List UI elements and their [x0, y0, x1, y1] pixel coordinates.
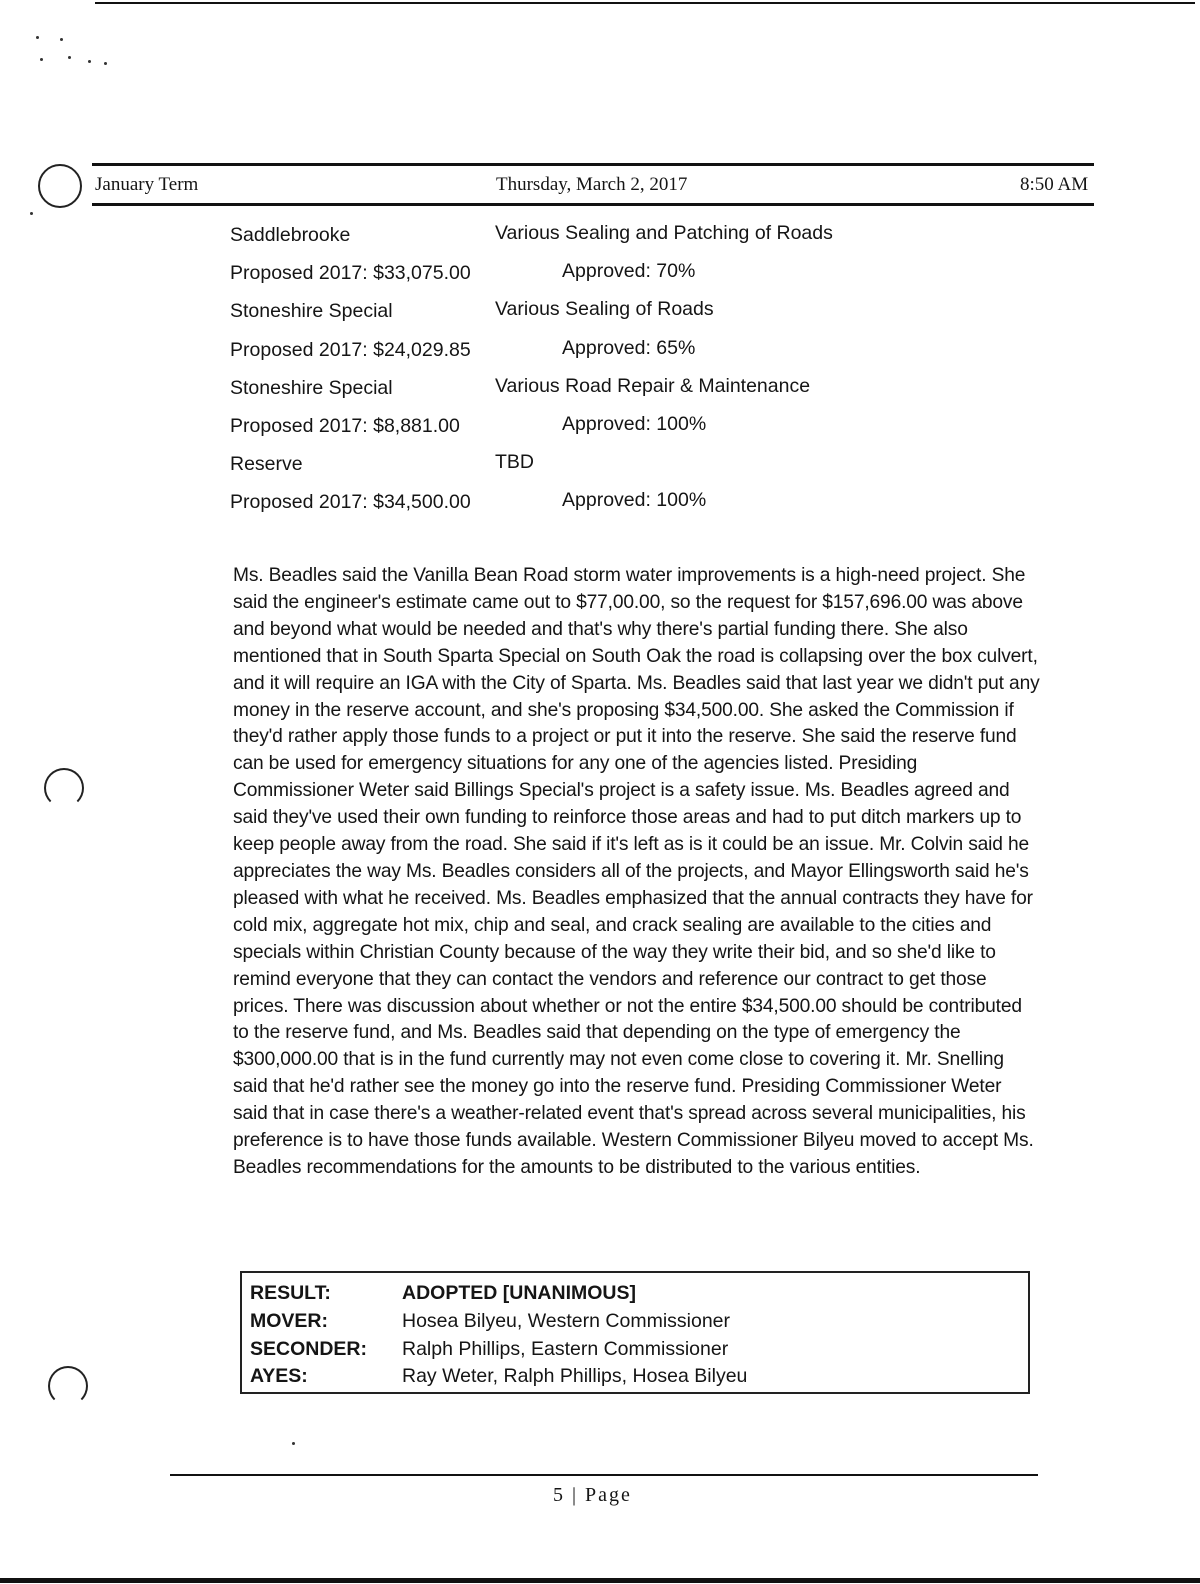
header-time: 8:50 AM	[1020, 174, 1089, 195]
punch-hole	[38, 164, 82, 208]
proposed-amount: Proposed 2017: $34,500.00	[230, 491, 471, 514]
budget-row	[230, 222, 930, 260]
footer-rule	[170, 1474, 1038, 1476]
project-description: TBD	[495, 451, 534, 474]
proposed-amount: Proposed 2017: $8,881.00	[230, 414, 460, 437]
project-description: Various Sealing of Roads	[495, 298, 714, 321]
seconder-label: SECONDER:	[250, 1338, 368, 1360]
discussion-paragraph: Ms. Beadles said the Vanilla Bean Road storm water improvements is a high-need project. She said the engineer's estimate came out to $77,00.00, so the request for $157,696.00 was above and beyond what would be needed and that's why there's partial funding there. She also mentioned that in South Sparta Special on South Oak the road is collapsing over the box culvert, and it will require an IGA with the City of Sparta. Ms. Beadles said that last year we didn't put any money in the reserve account, and she's proposing $34,500.00. She asked the Commission if they'd rather apply those funds to a project or put it into the reserve. She said the reserve fund can be used for emergency situations for any one of the agencies listed. Presiding Commissioner Weter said Billings Special's project is a safety issue. Ms. Beadles agreed and said they've used their own funding to reinforce those areas and had to put ditch markers up to keep people away from the road. She said if it's left as is it could be an issue. Mr. Colvin said he appreciates the way Ms. Beadles considers all of the projects, and Mayor Ellingsworth said he's pleased with what he received. Ms. Beadles emphasized that the annual contracts they have for cold mix, aggregate hot mix, chip and seal, and crack sealing are available to the cities and specials within Christian County because of the way they write their bid, and so she'd like to remind everyone that they can contact the vendors and reference our contract to get those prices. There was discussion about whether or not the entire $34,500.00 should be contributed to the reserve fund, and Ms. Beadles said that depending on the type of emergency the $300,000.00 that is in the fund currently may not even come close to covering it. Mr. Snelling said that he'd rather see the money go into the reserve fund. Presiding Commissioner Weter said that in case there's a weather-related event that's spread across several municipalities, his preference is to have those funds available. Western Commissioner Bilyeu moved to accept Ms. Beadles recommendations for the amounts to be distributed to the various entities.	[233, 565, 1040, 1178]
budget-row	[230, 451, 930, 489]
header-rule-bottom	[92, 203, 1094, 206]
budget-row	[230, 260, 930, 298]
budget-list	[230, 222, 930, 528]
agency-name: Reserve	[230, 453, 303, 476]
proposed-amount: Proposed 2017: $33,075.00	[230, 262, 471, 285]
approved-percent: Approved: 65%	[562, 336, 696, 359]
page-number: 5 | Page	[553, 1484, 632, 1506]
seconder-value: Ralph Phillips, Eastern Commissioner	[402, 1338, 729, 1360]
scan-speck	[68, 56, 71, 59]
budget-row	[230, 375, 930, 413]
punch-hole	[48, 1366, 88, 1406]
budget-row	[230, 298, 930, 336]
ayes-value: Ray Weter, Ralph Phillips, Hosea Bilyeu	[402, 1365, 748, 1387]
approved-percent: Approved: 100%	[562, 489, 707, 512]
header-term: January Term	[95, 174, 199, 195]
approved-percent: Approved: 100%	[562, 412, 707, 435]
project-description: Various Sealing and Patching of Roads	[495, 222, 833, 244]
scan-speck	[30, 212, 33, 215]
budget-row	[230, 337, 930, 375]
mover-value: Hosea Bilyeu, Western Commissioner	[402, 1310, 731, 1332]
punch-hole	[44, 768, 84, 808]
header-rule-top	[92, 163, 1094, 166]
vote-result-box	[240, 1271, 1030, 1394]
result-value: ADOPTED [UNANIMOUS]	[402, 1282, 636, 1304]
scan-speck	[36, 36, 39, 39]
scan-speck	[292, 1442, 295, 1445]
budget-row	[230, 489, 930, 527]
budget-row	[230, 413, 930, 451]
bottom-edge-rule	[0, 1578, 1200, 1583]
ayes-label: AYES:	[250, 1365, 308, 1387]
mover-label: MOVER:	[250, 1310, 328, 1332]
header-date: Thursday, March 2, 2017	[496, 174, 688, 195]
scan-speck	[40, 58, 43, 61]
scan-speck	[104, 62, 107, 65]
project-description: Various Road Repair & Maintenance	[495, 374, 811, 397]
scan-speck	[60, 38, 63, 41]
agency-name: Stoneshire Special	[230, 376, 393, 399]
scan-speck	[88, 60, 91, 63]
top-edge-rule	[95, 2, 1195, 4]
agency-name: Stoneshire Special	[230, 300, 393, 323]
proposed-amount: Proposed 2017: $24,029.85	[230, 338, 471, 361]
agency-name: Saddlebrooke	[230, 224, 351, 246]
result-label: RESULT:	[250, 1282, 331, 1304]
approved-percent: Approved: 70%	[562, 260, 696, 283]
